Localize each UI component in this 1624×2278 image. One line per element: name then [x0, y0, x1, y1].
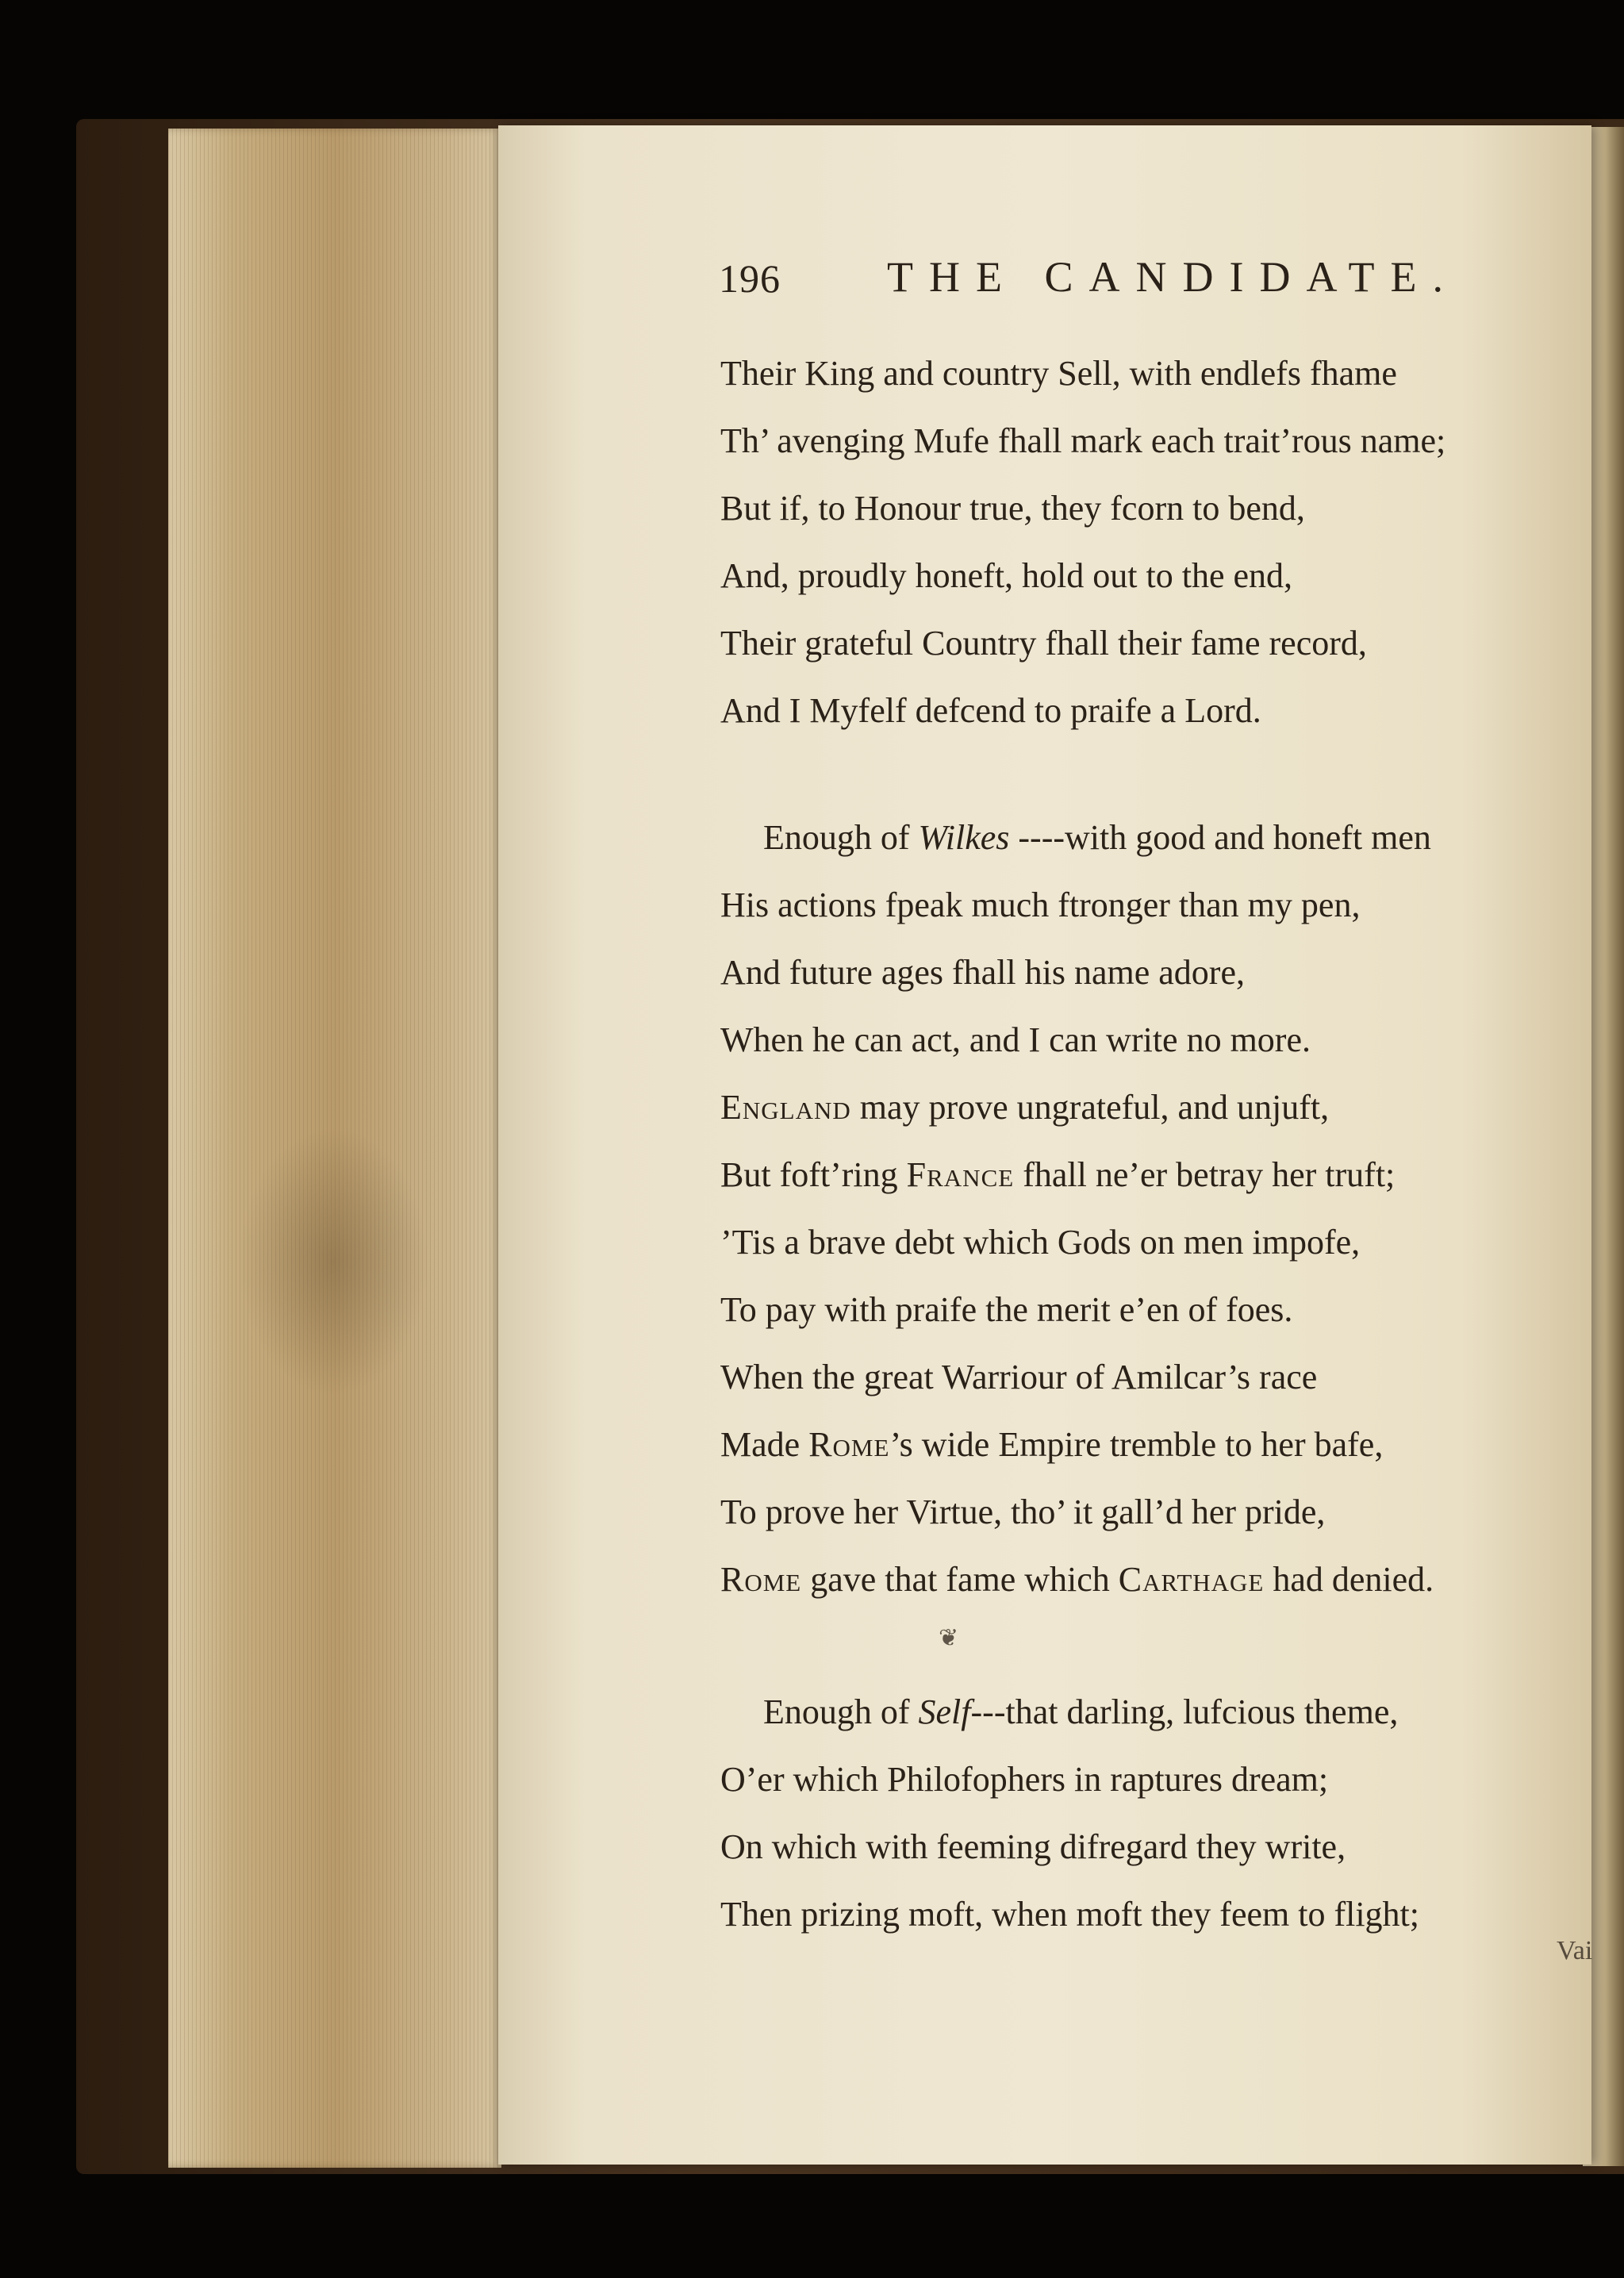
verse-line: Their King and country Sell, with endlefs fhame — [720, 354, 1397, 393]
verse-line: O’er which Philofophers in raptures dream; — [720, 1760, 1329, 1799]
verse-line: When the great Warriour of Amilcar’s race — [720, 1358, 1318, 1396]
verse-line: Made Rome’s wide Empire tremble to her bafe, — [720, 1425, 1384, 1464]
verse-line: Rome gave that fame which Carthage had denied. — [720, 1560, 1434, 1599]
ornament-icon: ❦ — [939, 1625, 959, 1651]
verse-line: Their grateful Country fhall their fame record, — [720, 624, 1367, 663]
verse-line: Enough of Self---that darling, lufcious theme, — [763, 1692, 1399, 1731]
running-head — [719, 252, 1480, 300]
verse-line: To pay with praife the merit e’en of foes. — [720, 1290, 1293, 1329]
verse-line: England may prove ungrateful, and unjuft, — [720, 1088, 1330, 1127]
catchword: Vai — [1557, 1936, 1593, 1965]
stanza-gap — [720, 744, 1577, 804]
page-title: THE CANDIDATE. — [887, 253, 1459, 301]
verse-line: His actions fpeak much ftronger than my pen, — [720, 885, 1361, 924]
verse-line: And I Myfelf defcend to praife a Lord. — [720, 691, 1261, 730]
verse-line: And, proudly honeft, hold out to the end, — [720, 556, 1293, 595]
stanza-2 — [720, 804, 1577, 1613]
verse-line: Then prizing moft, when moft they feem to flight; — [720, 1895, 1420, 1934]
poem-text — [720, 340, 1577, 1948]
verse-line: To prove her Virtue, tho’ it gall’d her pride, — [720, 1492, 1326, 1531]
verse-line: And future ages fhall his name adore, — [720, 953, 1245, 992]
verse-line: ’Tis a brave debt which Gods on men impofe, — [720, 1223, 1361, 1262]
verse-line: When he can act, and I can write no more. — [720, 1020, 1311, 1059]
verse-line: But if, to Honour true, they fcorn to bend, — [720, 489, 1305, 528]
stanza-3 — [720, 1678, 1577, 1948]
paper-stain — [238, 1127, 428, 1396]
ornament-gap — [720, 1613, 1577, 1678]
verse-line: Th’ avenging Mufe fhall mark each trait’rous name; — [720, 421, 1446, 460]
verse-line: But foft’ring France fhall ne’er betray her truft; — [720, 1155, 1396, 1194]
page-number: 196 — [719, 256, 781, 301]
verse-line: On which with feeming difregard they write, — [720, 1827, 1346, 1866]
stanza-1 — [720, 340, 1577, 744]
verse-line: Enough of Wilkes ----with good and honeft men — [763, 818, 1431, 857]
